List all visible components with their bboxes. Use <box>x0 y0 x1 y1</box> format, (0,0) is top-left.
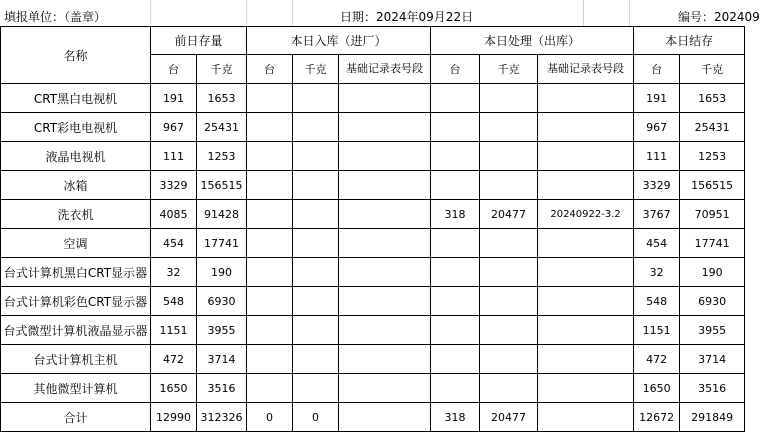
col-header-kg: 千克 <box>293 55 339 84</box>
cell-prev-tai: 548 <box>151 287 197 316</box>
cell-out-record-no: 20240922-3.2 <box>538 200 634 229</box>
total-row <box>1 403 745 432</box>
cell-out-tai <box>431 374 480 403</box>
cell-end-kg: 291849 <box>680 403 745 432</box>
cell-out-kg <box>480 316 538 345</box>
cell-item-name: 空调 <box>1 229 151 258</box>
cell-in-record-no <box>339 200 431 229</box>
cell-prev-kg: 6930 <box>197 287 247 316</box>
cell-end-kg: 6930 <box>680 287 745 316</box>
col-header-tai: 台 <box>634 55 680 84</box>
cell-prev-tai: 454 <box>151 229 197 258</box>
gridline <box>150 0 151 26</box>
cell-in-record-no <box>339 84 431 113</box>
cell-in-tai <box>247 84 293 113</box>
table-row <box>1 229 745 258</box>
cell-end-tai: 3329 <box>634 171 680 200</box>
cell-item-name: 合计 <box>1 403 151 432</box>
gridline <box>246 0 247 26</box>
table-row <box>1 84 745 113</box>
sheet-header <box>0 0 760 26</box>
inventory-table <box>0 26 745 432</box>
cell-end-tai: 3767 <box>634 200 680 229</box>
cell-end-tai: 548 <box>634 287 680 316</box>
cell-item-name: 液晶电视机 <box>1 142 151 171</box>
cell-in-tai <box>247 287 293 316</box>
cell-out-record-no <box>538 229 634 258</box>
cell-out-record-no <box>538 287 634 316</box>
cell-in-tai <box>247 113 293 142</box>
col-header-record-no: 基础记录表号段 <box>339 55 431 84</box>
cell-prev-tai: 32 <box>151 258 197 287</box>
cell-end-tai: 32 <box>634 258 680 287</box>
cell-end-tai: 191 <box>634 84 680 113</box>
cell-end-kg: 3955 <box>680 316 745 345</box>
cell-prev-kg: 17741 <box>197 229 247 258</box>
table-row <box>1 113 745 142</box>
cell-out-record-no <box>538 113 634 142</box>
cell-out-tai: 318 <box>431 403 480 432</box>
cell-item-name: 冰箱 <box>1 171 151 200</box>
cell-end-tai: 472 <box>634 345 680 374</box>
cell-in-record-no <box>339 287 431 316</box>
cell-in-tai <box>247 200 293 229</box>
table-row <box>1 374 745 403</box>
cell-item-name: CRT彩电电视机 <box>1 113 151 142</box>
cell-in-kg <box>293 316 339 345</box>
cell-end-tai: 111 <box>634 142 680 171</box>
cell-in-kg <box>293 345 339 374</box>
cell-end-tai: 454 <box>634 229 680 258</box>
col-header-tai: 台 <box>431 55 480 84</box>
cell-item-name: 台式计算机黑白CRT显示器 <box>1 258 151 287</box>
cell-in-kg <box>293 113 339 142</box>
cell-out-record-no <box>538 142 634 171</box>
cell-in-tai <box>247 258 293 287</box>
col-header-kg: 千克 <box>680 55 745 84</box>
cell-in-record-no <box>339 316 431 345</box>
cell-end-kg: 25431 <box>680 113 745 142</box>
col-header-prev-stock: 前日存量 <box>151 27 247 55</box>
cell-out-tai <box>431 84 480 113</box>
cell-out-kg <box>480 374 538 403</box>
cell-in-kg <box>293 171 339 200</box>
cell-in-tai <box>247 345 293 374</box>
cell-prev-tai: 12990 <box>151 403 197 432</box>
gridline <box>583 0 584 26</box>
cell-prev-tai: 4085 <box>151 200 197 229</box>
cell-end-tai: 967 <box>634 113 680 142</box>
cell-prev-kg: 312326 <box>197 403 247 432</box>
cell-in-kg <box>293 229 339 258</box>
cell-end-kg: 190 <box>680 258 745 287</box>
cell-in-record-no <box>339 113 431 142</box>
cell-prev-kg: 91428 <box>197 200 247 229</box>
cell-in-record-no <box>339 142 431 171</box>
header-row-1 <box>1 27 745 55</box>
cell-prev-kg: 156515 <box>197 171 247 200</box>
cell-out-record-no <box>538 374 634 403</box>
cell-item-name: 台式计算机彩色CRT显示器 <box>1 287 151 316</box>
cell-in-kg <box>293 142 339 171</box>
cell-prev-kg: 1253 <box>197 142 247 171</box>
col-header-today-proc: 本日处理（出库） <box>431 27 634 55</box>
cell-prev-kg: 1653 <box>197 84 247 113</box>
cell-prev-kg: 25431 <box>197 113 247 142</box>
cell-out-kg <box>480 142 538 171</box>
cell-in-kg <box>293 374 339 403</box>
cell-end-tai: 1151 <box>634 316 680 345</box>
cell-end-kg: 70951 <box>680 200 745 229</box>
cell-out-tai <box>431 171 480 200</box>
cell-out-tai <box>431 113 480 142</box>
cell-prev-tai: 1151 <box>151 316 197 345</box>
cell-out-tai: 318 <box>431 200 480 229</box>
table-row <box>1 171 745 200</box>
cell-in-tai <box>247 142 293 171</box>
col-header-today-end: 本日结存 <box>634 27 745 55</box>
cell-in-kg <box>293 200 339 229</box>
table-row <box>1 142 745 171</box>
cell-prev-tai: 472 <box>151 345 197 374</box>
cell-out-kg: 20477 <box>480 200 538 229</box>
gridline <box>629 0 630 26</box>
cell-prev-kg: 3516 <box>197 374 247 403</box>
col-header-kg: 千克 <box>480 55 538 84</box>
cell-out-kg <box>480 345 538 374</box>
cell-in-tai: 0 <box>247 403 293 432</box>
cell-item-name: 台式微型计算机液晶显示器 <box>1 316 151 345</box>
cell-out-tai <box>431 316 480 345</box>
gridline <box>292 0 293 26</box>
cell-in-record-no <box>339 258 431 287</box>
cell-end-kg: 1653 <box>680 84 745 113</box>
cell-out-kg <box>480 171 538 200</box>
cell-in-tai <box>247 171 293 200</box>
cell-out-tai <box>431 229 480 258</box>
table-row <box>1 345 745 374</box>
cell-in-record-no <box>339 229 431 258</box>
cell-out-tai <box>431 142 480 171</box>
cell-in-kg <box>293 287 339 316</box>
cell-in-kg: 0 <box>293 403 339 432</box>
cell-in-tai <box>247 316 293 345</box>
cell-out-kg <box>480 113 538 142</box>
cell-end-kg: 17741 <box>680 229 745 258</box>
cell-in-record-no <box>339 171 431 200</box>
cell-out-record-no <box>538 84 634 113</box>
cell-in-tai <box>247 374 293 403</box>
table-row <box>1 200 745 229</box>
table-row <box>1 287 745 316</box>
cell-out-record-no <box>538 171 634 200</box>
cell-out-kg <box>480 229 538 258</box>
cell-item-name: CRT黑白电视机 <box>1 84 151 113</box>
table-row <box>1 258 745 287</box>
cell-out-kg <box>480 258 538 287</box>
cell-end-kg: 156515 <box>680 171 745 200</box>
cell-prev-tai: 3329 <box>151 171 197 200</box>
cell-prev-tai: 967 <box>151 113 197 142</box>
cell-end-kg: 3714 <box>680 345 745 374</box>
cell-out-kg <box>480 287 538 316</box>
cell-item-name: 其他微型计算机 <box>1 374 151 403</box>
cell-in-tai <box>247 229 293 258</box>
cell-in-record-no <box>339 345 431 374</box>
cell-end-tai: 12672 <box>634 403 680 432</box>
col-header-today-in: 本日入库（进厂） <box>247 27 431 55</box>
cell-out-record-no <box>538 316 634 345</box>
cell-in-kg <box>293 84 339 113</box>
cell-in-record-no <box>339 374 431 403</box>
cell-prev-kg: 3714 <box>197 345 247 374</box>
table-row <box>1 316 745 345</box>
cell-out-tai <box>431 258 480 287</box>
cell-item-name: 洗衣机 <box>1 200 151 229</box>
col-header-tai: 台 <box>247 55 293 84</box>
cell-end-kg: 1253 <box>680 142 745 171</box>
col-header-record-no: 基础记录表号段 <box>538 55 634 84</box>
date-label: 日期：2024年09月22日 <box>340 10 474 24</box>
cell-out-kg <box>480 84 538 113</box>
number-label: 编号：202409 <box>678 10 760 24</box>
cell-item-name: 台式计算机主机 <box>1 345 151 374</box>
cell-out-tai <box>431 345 480 374</box>
cell-in-kg <box>293 258 339 287</box>
cell-out-tai <box>431 287 480 316</box>
cell-prev-kg: 3955 <box>197 316 247 345</box>
cell-prev-kg: 190 <box>197 258 247 287</box>
cell-prev-tai: 111 <box>151 142 197 171</box>
cell-prev-tai: 191 <box>151 84 197 113</box>
cell-out-kg: 20477 <box>480 403 538 432</box>
cell-prev-tai: 1650 <box>151 374 197 403</box>
cell-end-tai: 1650 <box>634 374 680 403</box>
cell-out-record-no <box>538 345 634 374</box>
unit-label: 填报单位：（盖章） <box>4 10 107 24</box>
col-header-kg: 千克 <box>197 55 247 84</box>
col-header-name: 名称 <box>1 27 151 84</box>
cell-out-record-no <box>538 258 634 287</box>
cell-out-record-no <box>538 403 634 432</box>
col-header-tai: 台 <box>151 55 197 84</box>
cell-in-record-no <box>339 403 431 432</box>
cell-end-kg: 3516 <box>680 374 745 403</box>
